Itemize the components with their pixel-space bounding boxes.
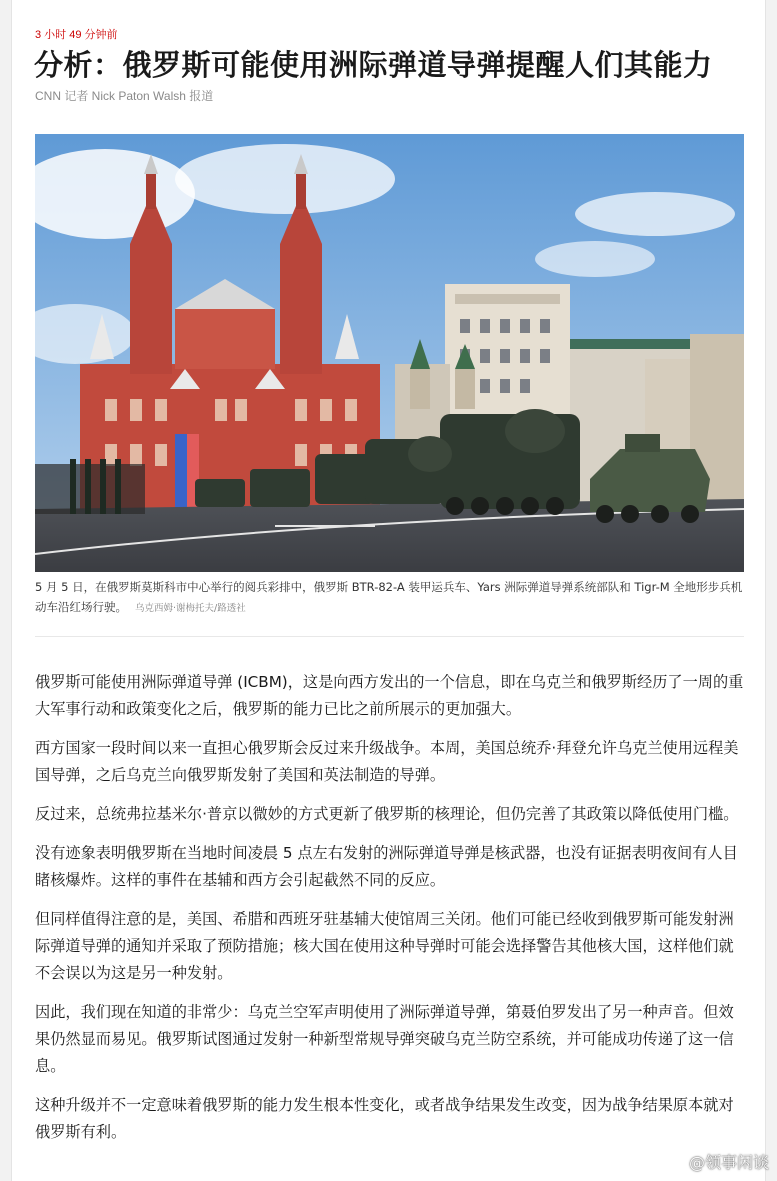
paragraph: 俄罗斯可能使用洲际弹道导弹 (ICBM)，这是向西方发出的一个信息，即在乌克兰和俄罗斯经历了一周的重大军事行动和政策变化之后，俄罗斯的能力已比之前所展示的更加强大。 <box>35 673 744 718</box>
timestamp: 3 小时 49 分钟前 <box>35 29 118 41</box>
paragraph: 西方国家一段时间以来一直担心俄罗斯会反过来升级战争。本周，美国总统乔·拜登允许乌克兰使用远程美国导弹，之后乌克兰向俄罗斯发射了美国和英法制造的导弹。 <box>35 739 739 784</box>
watermark <box>659 1150 769 1173</box>
kremlin-parade-photo[interactable] <box>35 134 744 572</box>
article-card <box>11 0 766 1181</box>
photo-credit: 乌克西姆·谢梅托夫/路透社 <box>135 603 246 614</box>
weibo-icon <box>659 1152 685 1172</box>
paragraph: 没有迹象表明俄罗斯在当地时间凌晨 5 点左右发射的洲际弹道导弹是核武器，也没有证据表明夜间有人目睹核爆炸。这样的事件在基辅和西方会引起截然不同的反应。 <box>35 844 738 889</box>
headline: 分析：俄罗斯可能使用洲际弹道导弹提醒人们其能力 <box>34 48 713 82</box>
paragraph: 反过来，总统弗拉基米尔·普京以微妙的方式更新了俄罗斯的核理论，但仍完善了其政策以降低使用门槛。 <box>35 805 739 823</box>
photo-caption <box>35 577 747 619</box>
paragraph: 因此，我们现在知道的非常少：乌克兰空军声明使用了洲际弹道导弹，第聂伯罗发出了另一种声音。但效果仍然显而易见。俄罗斯试图通过发射一种新型常规导弹突破乌克兰防空系统，并可能成功传递了这一信息。 <box>35 1003 734 1075</box>
watermark-text: @领事闲谈 <box>688 1153 769 1172</box>
paragraph: 但同样值得注意的是，美国、希腊和西班牙驻基辅大使馆周三关闭。他们可能已经收到俄罗斯可能发射洲际弹道导弹的通知并采取了预防措施；核大国在使用这种导弹时可能会选择警告其他核大国，这样他们就不会误以为这是另一种发射。 <box>35 910 734 982</box>
divider <box>35 636 744 637</box>
byline: CNN 记者 Nick Paton Walsh 报道 <box>35 89 214 103</box>
paragraph: 这种升级并不一定意味着俄罗斯的能力发生根本性变化，或者战争结果发生改变，因为战争结果原本就对俄罗斯有利。 <box>35 1096 734 1141</box>
caption-text: 5 月 5 日，在俄罗斯莫斯科市中心举行的阅兵彩排中，俄罗斯 BTR-82-A 装甲运兵车、Yars 洲际弹道导弹系统部队和 Tigr-M 全地形步兵机动车沿红场行驶。 <box>35 580 743 614</box>
article-body <box>35 669 747 1158</box>
